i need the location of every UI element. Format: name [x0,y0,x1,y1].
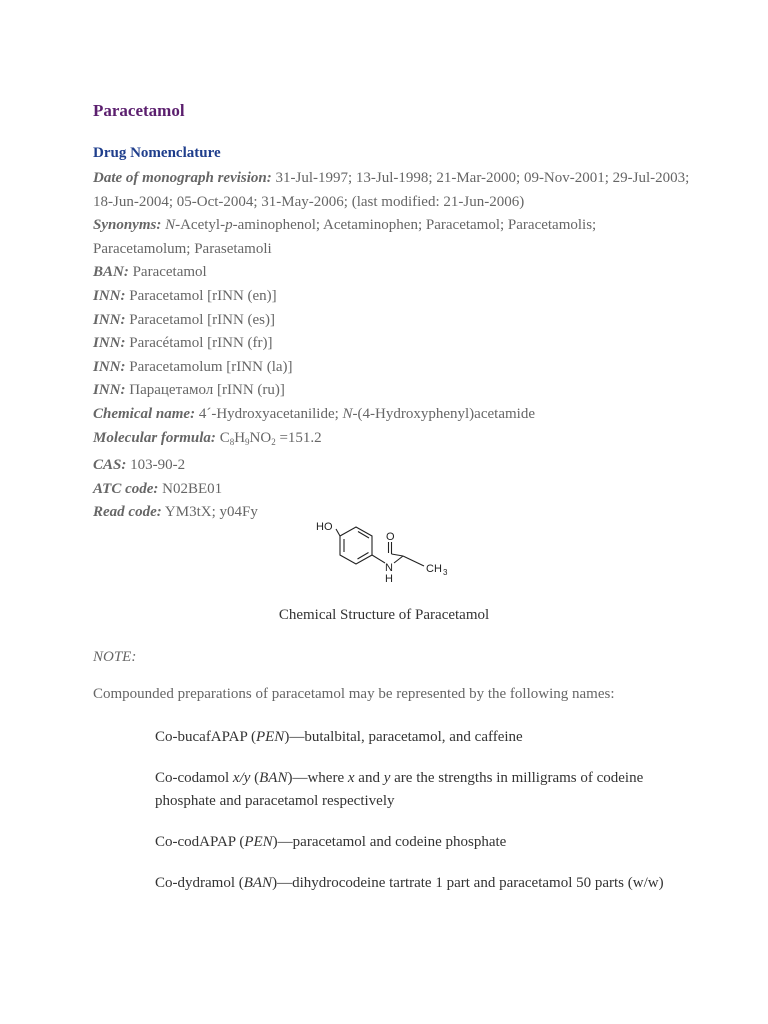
ban-label: BAN: [93,264,129,281]
formula-c-count: 8 [229,436,235,447]
synonym-n-prefix: N [165,217,176,234]
synonyms-text-2: -aminophenol; Acetaminophen; Paracetamol; Paracetamolis; Paracetamolum; Parasetamoli [93,217,597,257]
inn-value: Парацетамол [rINN (ru)] [125,382,285,399]
compound-var-y: y [383,770,391,786]
chemical-name-label: Chemical name: [93,405,196,422]
compound-source: BAN [259,770,288,786]
cas-label: CAS: [93,457,127,474]
inn-label: INN: [93,382,126,399]
inn-label: INN: [93,311,126,328]
revision-label: Date of monograph revision: [93,170,272,186]
note-heading: NOTE: [93,649,137,665]
structure-label-o: O [386,531,395,543]
inn-value: Paracetamol [rINN (es)] [125,311,276,328]
structure-label-n: N [385,562,393,574]
nomenclature-block [93,167,693,525]
formula-h-count: 9 [245,436,250,447]
compound-name: Co-bucafAPAP ( [155,729,256,745]
chemical-structure-diagram [310,517,460,589]
revision-line [93,167,693,214]
compound-description: )—butalbital, paracetamol, and caffeine [284,729,523,745]
inn-line [93,309,693,333]
formula-no: NO [249,429,272,446]
inn-label: INN: [93,358,126,375]
structure-caption: Chemical Structure of Paracetamol [278,607,490,623]
carbonyl-carbon-bond [392,554,404,556]
compound-entry [155,767,685,813]
chemical-name-text-1: 4´-Hydroxyacetanilide; [195,405,343,422]
compound-source: PEN [244,834,273,850]
compound-var-x: x [347,770,355,786]
atc-label: ATC code: [93,480,159,497]
structure-label-h: H [385,573,393,585]
compound-ratio: x/y [232,770,251,786]
molecular-formula-label: Molecular formula: [93,429,216,446]
inn-label: INN: [93,287,126,304]
compound-intro: Compounded preparations of paracetamol may be represented by the following names: [93,686,615,702]
formula-h: H [234,429,246,446]
chemical-name-text-2: -(4-Hydroxyphenyl)acetamide [352,405,535,422]
aromatic-inner-bond [358,532,369,539]
ban-value: Paracetamol [128,264,207,281]
structure-label-ch: CH [426,563,442,575]
molecular-formula-line [93,427,693,455]
compound-open: ( [250,770,260,786]
formula-mass: =151.2 [275,429,322,446]
compound-name: Co-codAPAP ( [155,834,245,850]
compound-source: PEN [255,729,285,745]
atc-line [93,478,693,502]
chemical-name-n: N [342,405,353,422]
synonyms-text-1: -Acetyl- [175,217,226,234]
inn-value: Paracetamolum [rINN (la)] [125,358,293,375]
formula-c: C [215,429,230,446]
section-heading: Drug Nomenclature [93,145,221,161]
revision-value: 31-Jul-1997; 13-Jul-1998; 21-Mar-2000; 09-Nov-2001; 29-Jul-2003; 18-Jun-2004; 05-Oct-2004; 31-May-2006; (last modified: 21-Jun-2006) [93,170,690,210]
atc-value: N02BE01 [158,480,223,497]
compound-and: and [354,770,384,786]
nitrogen-carbonyl-bond [394,556,403,563]
inn-value: Paracetamol [rINN (en)] [125,287,277,304]
synonyms-line [93,214,693,261]
read-code-value: YM3tX; y04Fy [161,504,258,521]
chemical-name-line [93,403,693,427]
compound-description-2: are the strengths in milligrams of codeine phosphate and paracetamol respectively [155,770,644,809]
cas-value: 103-90-2 [126,457,186,474]
ban-line [93,261,693,285]
formula-o-count: 2 [271,436,276,447]
ring-nitrogen-bond [372,555,385,563]
cas-line [93,454,693,478]
compound-source: BAN [243,875,273,891]
structure-label-ho: HO [316,521,333,533]
inn-label: INN: [93,335,126,352]
compound-description-1: )—where [287,770,348,786]
inn-line [93,356,693,380]
inn-line [93,285,693,309]
compound-entry [155,831,685,854]
structure-label-ch-sub: 3 [443,568,448,577]
page-title: Paracetamol [93,101,185,120]
compound-entry [155,726,685,749]
carbonyl-methyl-bond [403,556,424,566]
synonyms-label: Synonyms: [93,217,162,234]
compound-description: )—paracetamol and codeine phosphate [272,834,507,850]
compound-description: )—dihydrocodeine tartrate 1 part and paracetamol 50 parts (w/w) [272,875,664,891]
hydroxyl-bond [336,529,340,536]
synonym-p-prefix: p [225,217,233,234]
benzene-ring [340,527,372,564]
structure-bonds [336,527,424,566]
compound-name: Co-codamol [155,770,233,786]
inn-line [93,379,693,403]
read-code-label: Read code: [93,504,162,521]
inn-line [93,332,693,356]
compound-entry [155,872,685,895]
inn-value: Paracétamol [rINN (fr)] [125,335,273,352]
compound-name: Co-dydramol ( [155,875,244,891]
